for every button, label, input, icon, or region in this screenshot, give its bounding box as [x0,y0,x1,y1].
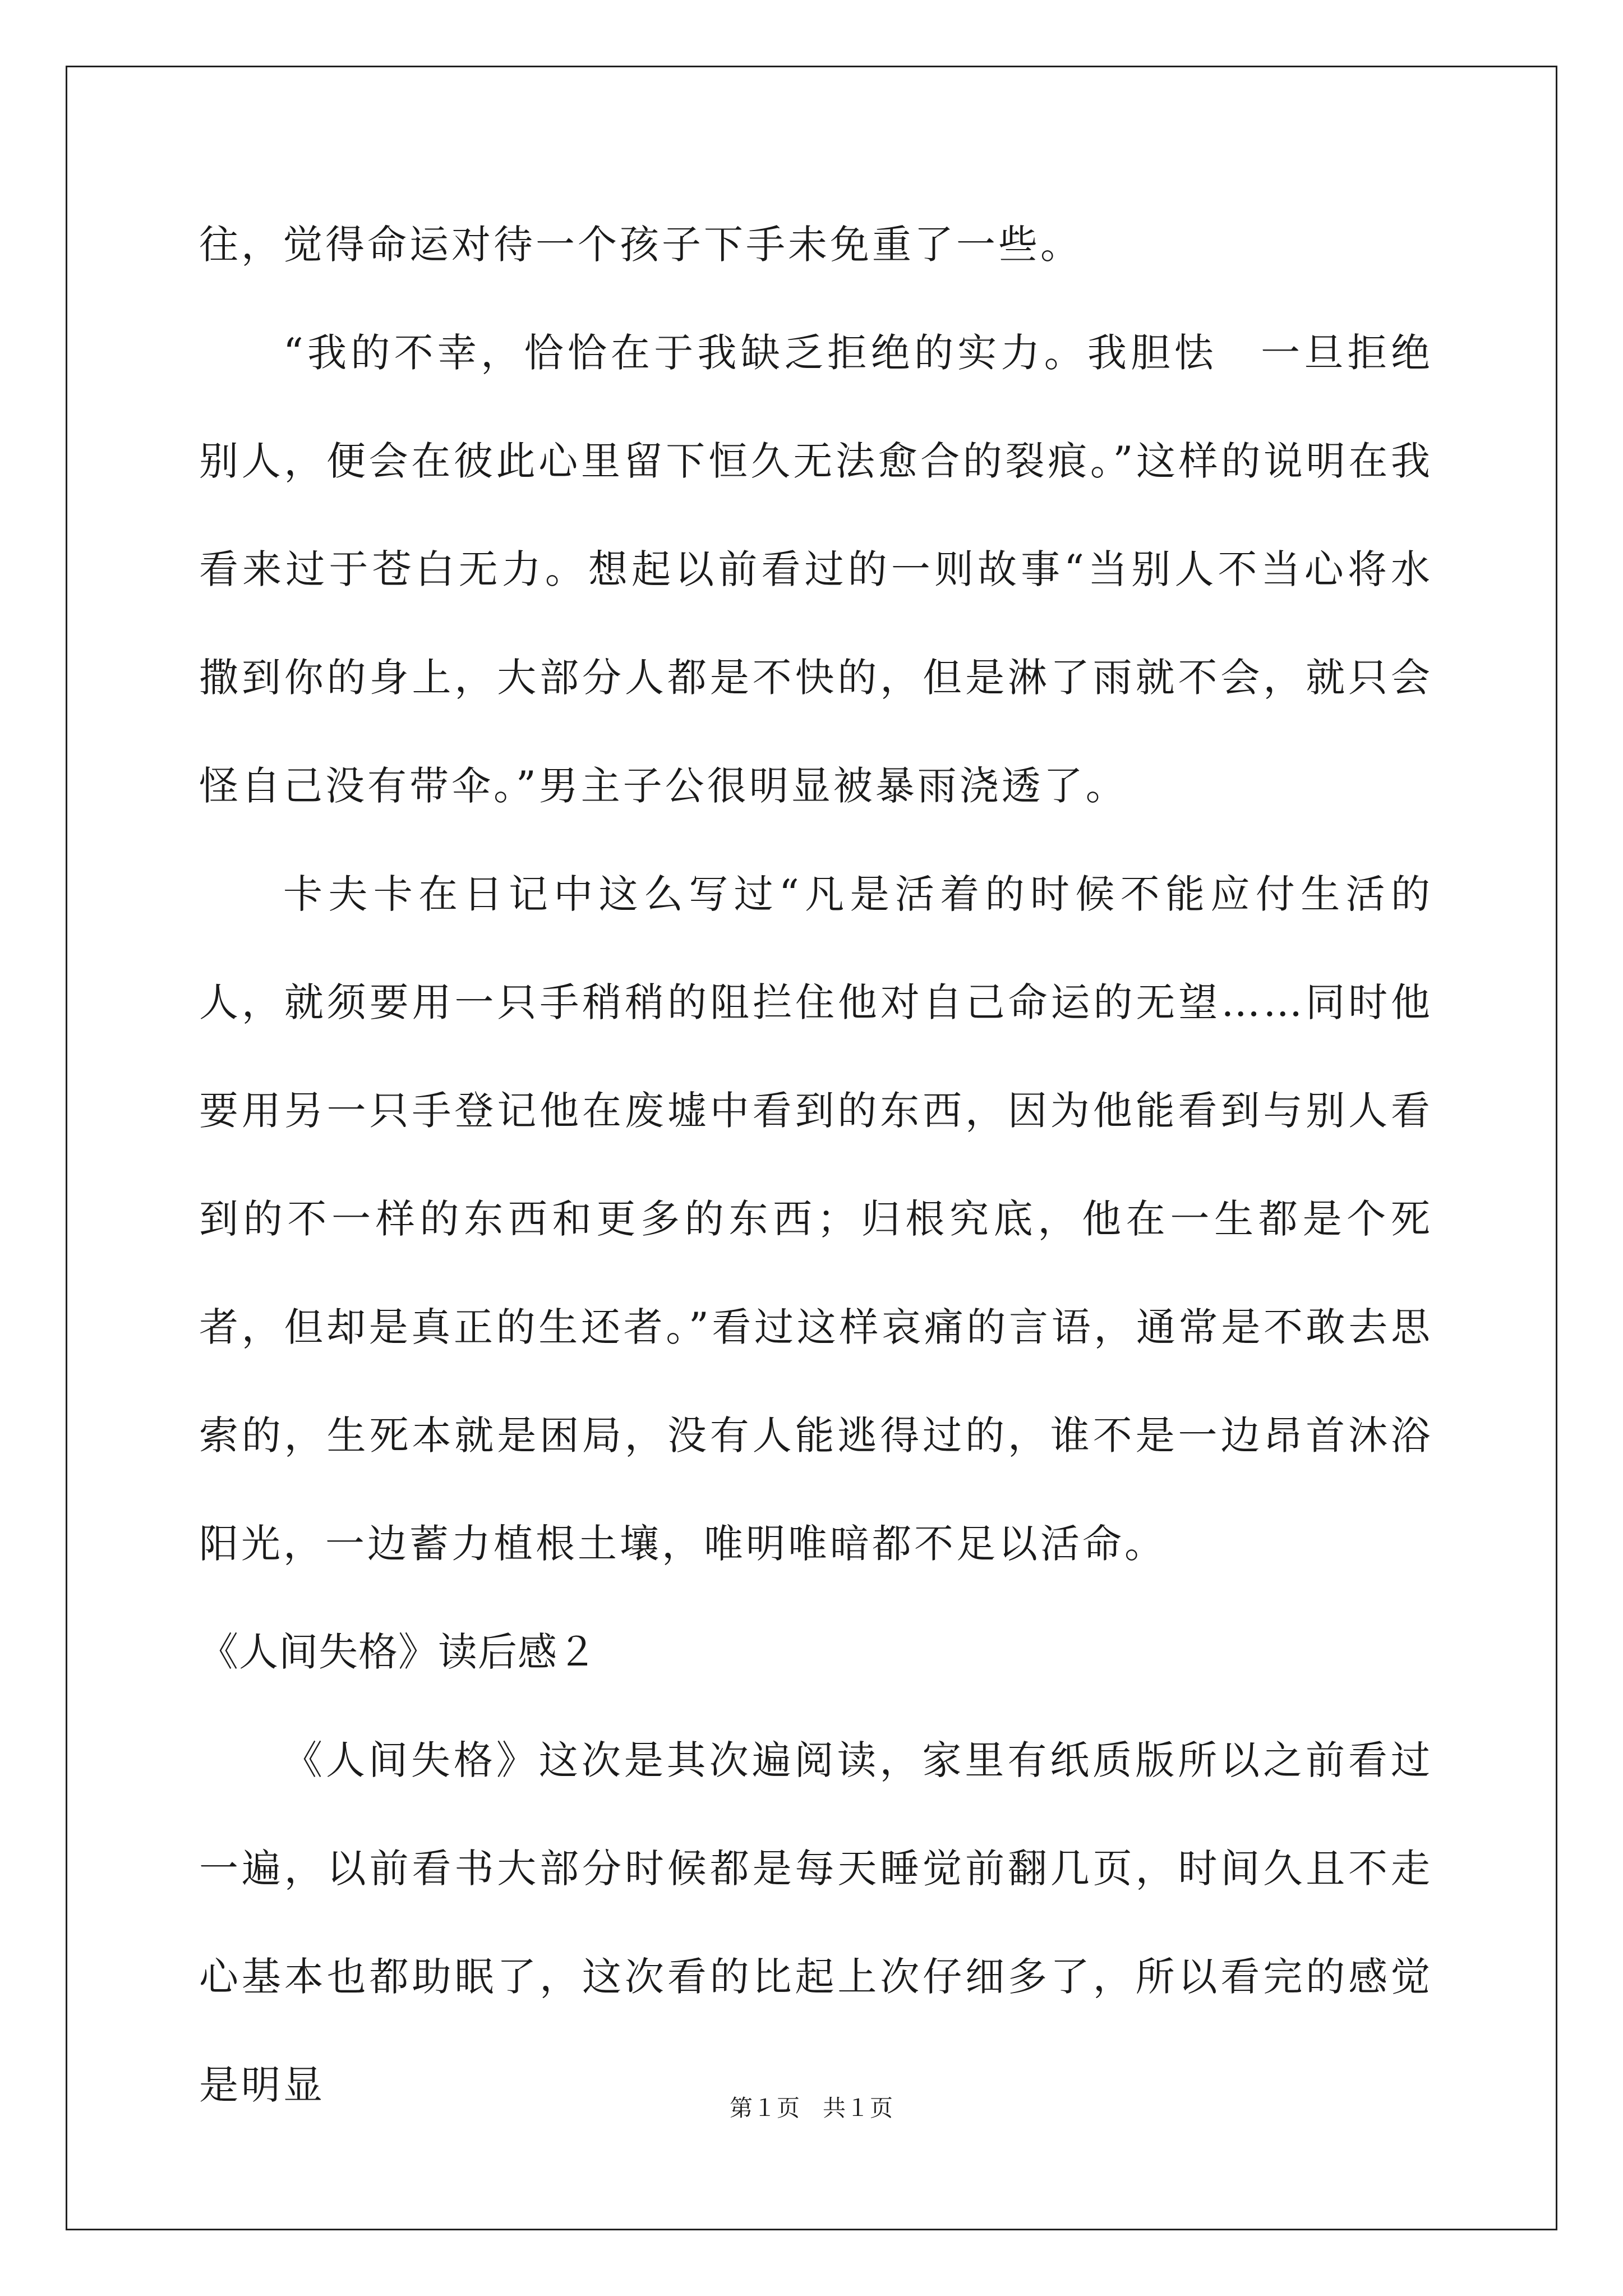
page-number: 第１页 [730,2095,800,2122]
paragraph-second-reading: 《人间失格》这次是其次遍阅读，家里有纸质版所以之前看过一遍，以前看书大部分时候都是每天睡觉前翻几页，时间久且不走心基本也都助眠了，这次看的比起上次仔细多了，所以看完的感觉是明显 [199,1737,1433,2108]
paragraph-refusal-quote: “我的不幸，恰恰在于我缺乏拒绝的实力。我胆怯 一旦拒绝别人，便会在彼此心里留下恒久无法愈合的裂痕。”这样的说明在我看来过于苍白无力。想起以前看过的一则故事“当别人不当心将水撒到你的身上，大部分人都是不快的，但是淋了雨就不会，就只会怪自己没有带伞。”男主子公很明显被暴雨浇透了。 [199,330,1433,809]
document-body [199,191,1433,2139]
page-footer [0,2090,1623,2123]
page-total: 共１页 [823,2095,893,2122]
paragraph-continuation: 往，觉得命运对待一个孩子下手未免重了一些。 [199,222,1082,268]
section-heading: 《人间失格》读后感２ [199,1629,597,1675]
paragraph-kafka-diary: 卡夫卡在日记中这么写过“凡是活着的时候不能应付生活的人，就须要用一只手稍稍的阻拦住他对自己命运的无望……同时他要用另一只手登记他在废墟中看到的东西，因为他能看到与别人看到的不一样的东西和更多的东西；归根究底，他在一生都是个死者，但却是真正的生还者。”看过这样哀痛的言语，通常是不敢去思索的，生死本就是困局，没有人能逃得过的，谁不是一边昂首沐浴阳光，一边蓄力植根土壤，唯明唯暗都不足以活命。 [199,871,1433,1567]
